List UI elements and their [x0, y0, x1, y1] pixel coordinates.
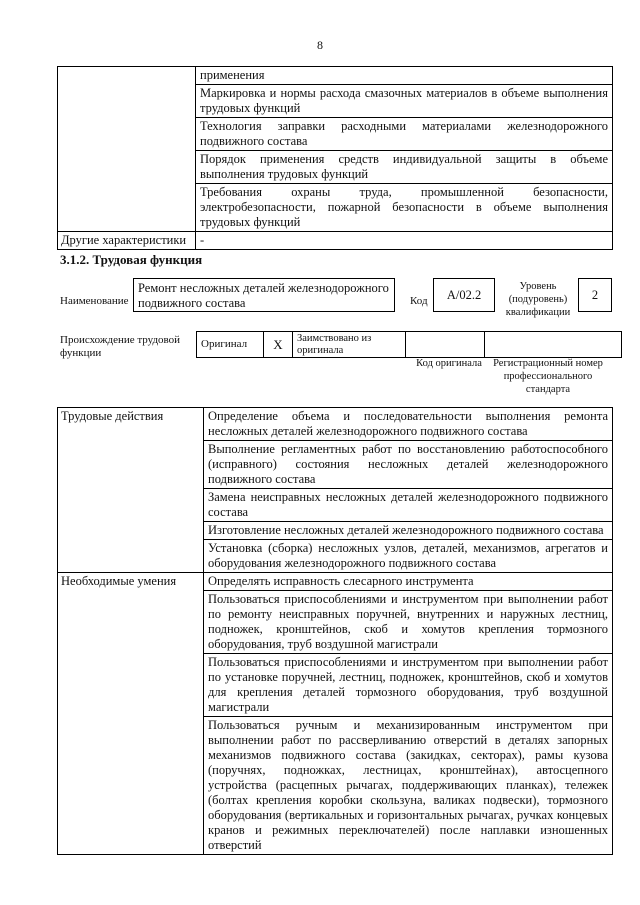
required-skills-label: Необходимые умения [58, 573, 204, 855]
table-row [58, 67, 613, 85]
borrowed-label: Заимствовано из оригинала [293, 332, 406, 358]
original-mark: X [264, 332, 293, 358]
table-cell: Технология заправки расходными материалами железнодорожного подвижного состава [196, 118, 613, 151]
original-code-caption: Код оригинала [416, 358, 482, 369]
table-row [58, 573, 613, 591]
required-skill: Пользоваться приспособлениями и инструментом при выполнении работ по ремонту неисправных поручней, внутренних и наружных лестниц, подножек, кронштейнов, скоб и хомутов крепления тормозного оборудования, труб воздушной магистрали [204, 591, 613, 654]
page-number: 8 [317, 38, 323, 52]
labor-action: Выполнение регламентных работ по восстановлению работоспособного (исправного) состояния несложных деталей железнодорожного подвижного состава [204, 441, 613, 489]
labor-action: Замена неисправных несложных деталей железнодорожного подвижного состава [204, 489, 613, 522]
origin-label: Происхождение трудовой функции [60, 334, 181, 359]
origin-table [196, 331, 622, 358]
knowledge-table-continuation [57, 66, 613, 250]
original-code-cell [406, 332, 485, 358]
labor-action: Определение объема и последовательности выполнения ремонта несложных деталей железнодорожного подвижного состава [204, 408, 613, 441]
required-skill: Пользоваться приспособлениями и инструментом при выполнении работ по установке поручней, лестниц, подножек, кронштейнов, скоб и хомутов для крепления деталей тормозного оборудования, труб воздушной магистрали [204, 654, 613, 717]
labor-actions-label: Трудовые действия [58, 408, 204, 573]
registration-number-cell [485, 332, 622, 358]
registration-number-caption: Регистрационный номер профессионального стандарта [493, 358, 603, 395]
function-details-table [57, 407, 613, 855]
table-cell: Требования охраны труда, промышленной безопасности, электробезопасности, пожарной безопасности в объеме выполнения трудовых функций [196, 184, 613, 232]
function-name-field: Ремонт несложных деталей железнодорожного подвижного состава [133, 278, 395, 312]
function-code-field: A/02.2 [433, 278, 495, 312]
table-cell: применения [196, 67, 613, 85]
table-cell: Маркировка и нормы расхода смазочных материалов в объеме выполнения трудовых функций [196, 85, 613, 118]
qualification-level-label: Уровень (подуровень) квалификации [505, 281, 571, 318]
table-row [58, 408, 613, 441]
table-label-cell [58, 67, 196, 232]
table-row [58, 232, 613, 250]
table-row [197, 332, 622, 358]
code-label: Код [410, 295, 428, 307]
name-label: Наименование [60, 295, 129, 307]
required-skill: Пользоваться ручным и механизированным инструментом при выполнении работ по рассверливанию отверстий в деталях запорных механизмов подвижного состава (закидках, секторах), рамы кузова (поручнях, подножках, лестницах, кронштейнах), автосцепного устройства (расцепных рычагах, поддерживающих планках), тележек (болтах крепления коробки скользуна, валиках подвески), тормозного оборудования (вертикальных и горизонтальных рычагах, ручках концевых кранов и режимных переключателей) после наплавки изношенных отверстий [204, 717, 613, 855]
other-characteristics-value: - [196, 232, 613, 250]
other-characteristics-label: Другие характеристики [58, 232, 196, 250]
labor-action: Изготовление несложных деталей железнодорожного подвижного состава [204, 522, 613, 540]
original-label: Оригинал [197, 332, 264, 358]
qualification-level-field: 2 [578, 278, 612, 312]
section-heading: 3.1.2. Трудовая функция [60, 252, 203, 267]
required-skill: Определять исправность слесарного инструмента [204, 573, 613, 591]
table-cell: Порядок применения средств индивидуальной защиты в объеме выполнения трудовых функций [196, 151, 613, 184]
labor-action: Установка (сборка) несложных узлов, деталей, механизмов, агрегатов и оборудования железнодорожного подвижного состава [204, 540, 613, 573]
